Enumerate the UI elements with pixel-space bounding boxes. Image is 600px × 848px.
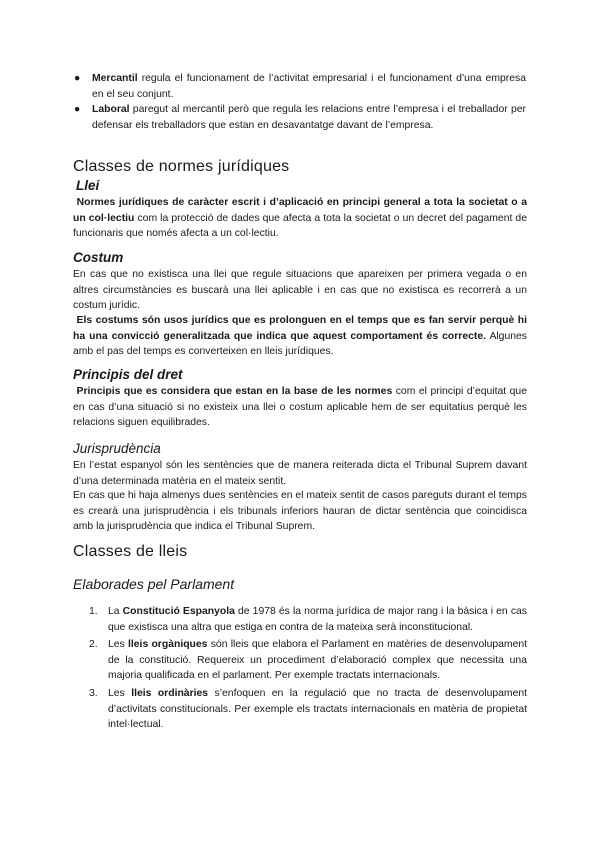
bold-text: lleis orgàniques	[128, 639, 208, 651]
item-number: 2.	[89, 639, 98, 651]
text: són lleis que elabora el Parlament en matèries de desenvolupament de la constitució. Requereix un procediment d’elaboració complex que necessita una majoria qualificada en el parlament. Per exemple tractats internacionals.	[108, 639, 527, 682]
bold-text: Constitució Espanyola	[122, 606, 235, 617]
list-item	[74, 71, 526, 102]
text: com el principi d’equitat que en cas d’una situació si no existeix una llei o costum aplicable hem de ser equitatius perquè les relacions siguen equilibrades.	[73, 386, 527, 429]
bullet-icon: ●	[74, 104, 81, 116]
list-item	[89, 686, 528, 733]
text: Les	[108, 639, 128, 651]
bullet-term: Laboral	[92, 104, 130, 116]
list-item	[74, 102, 526, 133]
text: La	[108, 606, 123, 617]
subsection-heading: Jurisprudència	[73, 441, 161, 456]
section-heading: Classes de lleis	[73, 543, 188, 560]
paragraph	[73, 313, 527, 360]
list-item	[89, 604, 527, 635]
subsection-heading: Costum	[73, 250, 124, 265]
bold-text: lleis ordinàries	[131, 687, 209, 699]
paragraph: En l’estat espanyol són les sentències que de manera reiterada dicta el Tribunal Suprem davant d’una determinada matèria en el mateix sentit.	[73, 460, 527, 487]
bullet-text: regula el funcionament de l’activitat empresarial i el funcionament d’una empresa en el seu conjunt.	[92, 73, 526, 100]
bullet-icon: ●	[74, 73, 81, 84]
item-number: 1.	[89, 606, 98, 617]
numbered-list	[89, 604, 528, 733]
text: de 1978 és la norma jurídica de major rang i la bàsica i en cas que existisca una altra que estiga en contra de la mateixa serà inconstitucional.	[108, 606, 527, 633]
section-heading: Classes de normes jurídiques	[73, 158, 290, 175]
paragraph	[73, 384, 527, 431]
bold-text: Normes jurídiques de caràcter escrit i d’aplicació en principi general a tota la societat o a un col·lectiu	[73, 197, 528, 224]
text: com la protecció de dades que afecta a tota la societat o un decret del pagament de funcionaris que només afecta a un col·lectiu.	[73, 212, 527, 240]
bold-text: Principis que es considera que estan en la base de les normes	[76, 386, 393, 397]
paragraph: En cas que hi haja almenys dues sentències en el mateix sentit de casos pareguts durant el temps es crearà una jurisprudència i els tribunals inferiors hauran de dictar sentència que coincidisca amb la jurisprudència que indica el Tribunal Suprem.	[73, 490, 527, 533]
intro-bullet-list	[74, 71, 526, 133]
bullet-text: paregut al mercantil però que regula les relacions entre l’empresa i el treballador per defensar els treballadors que estan en desavantatge davant de l’empresa.	[92, 104, 526, 131]
subsection-heading: Llei	[76, 178, 100, 193]
paragraph	[73, 195, 527, 242]
text: s’enfoquen en la regulació que no tracta de desenvolupament d’activitats constitucionals. Per exemple els tractats internacionals en matèria de propietat intel·lectual.	[108, 687, 528, 731]
subsection-heading: Elaborades pel Parlament	[73, 576, 235, 592]
bold-text: Els costums són usos jurídics que es prolonguen en el temps que es fan servir perquè hi ha una convicció generalitzada que indica que aquest comportament és correcte.	[73, 315, 528, 342]
text: Les	[108, 687, 132, 699]
item-number: 3.	[89, 687, 98, 699]
list-item	[89, 637, 527, 684]
paragraph: En cas que no existisca una llei que regule situacions que apareixen per primera vegada o en altres circumstàncies es buscarà una llei aplicable i en cas que no existisca es recorrerà a un costum jurídic.	[73, 269, 527, 312]
text: Algunes amb el pas del temps es converteixen en lleis jurídiques.	[73, 330, 527, 358]
subsection-heading: Principis del dret	[73, 367, 183, 382]
bullet-term: Mercantil	[92, 73, 138, 84]
